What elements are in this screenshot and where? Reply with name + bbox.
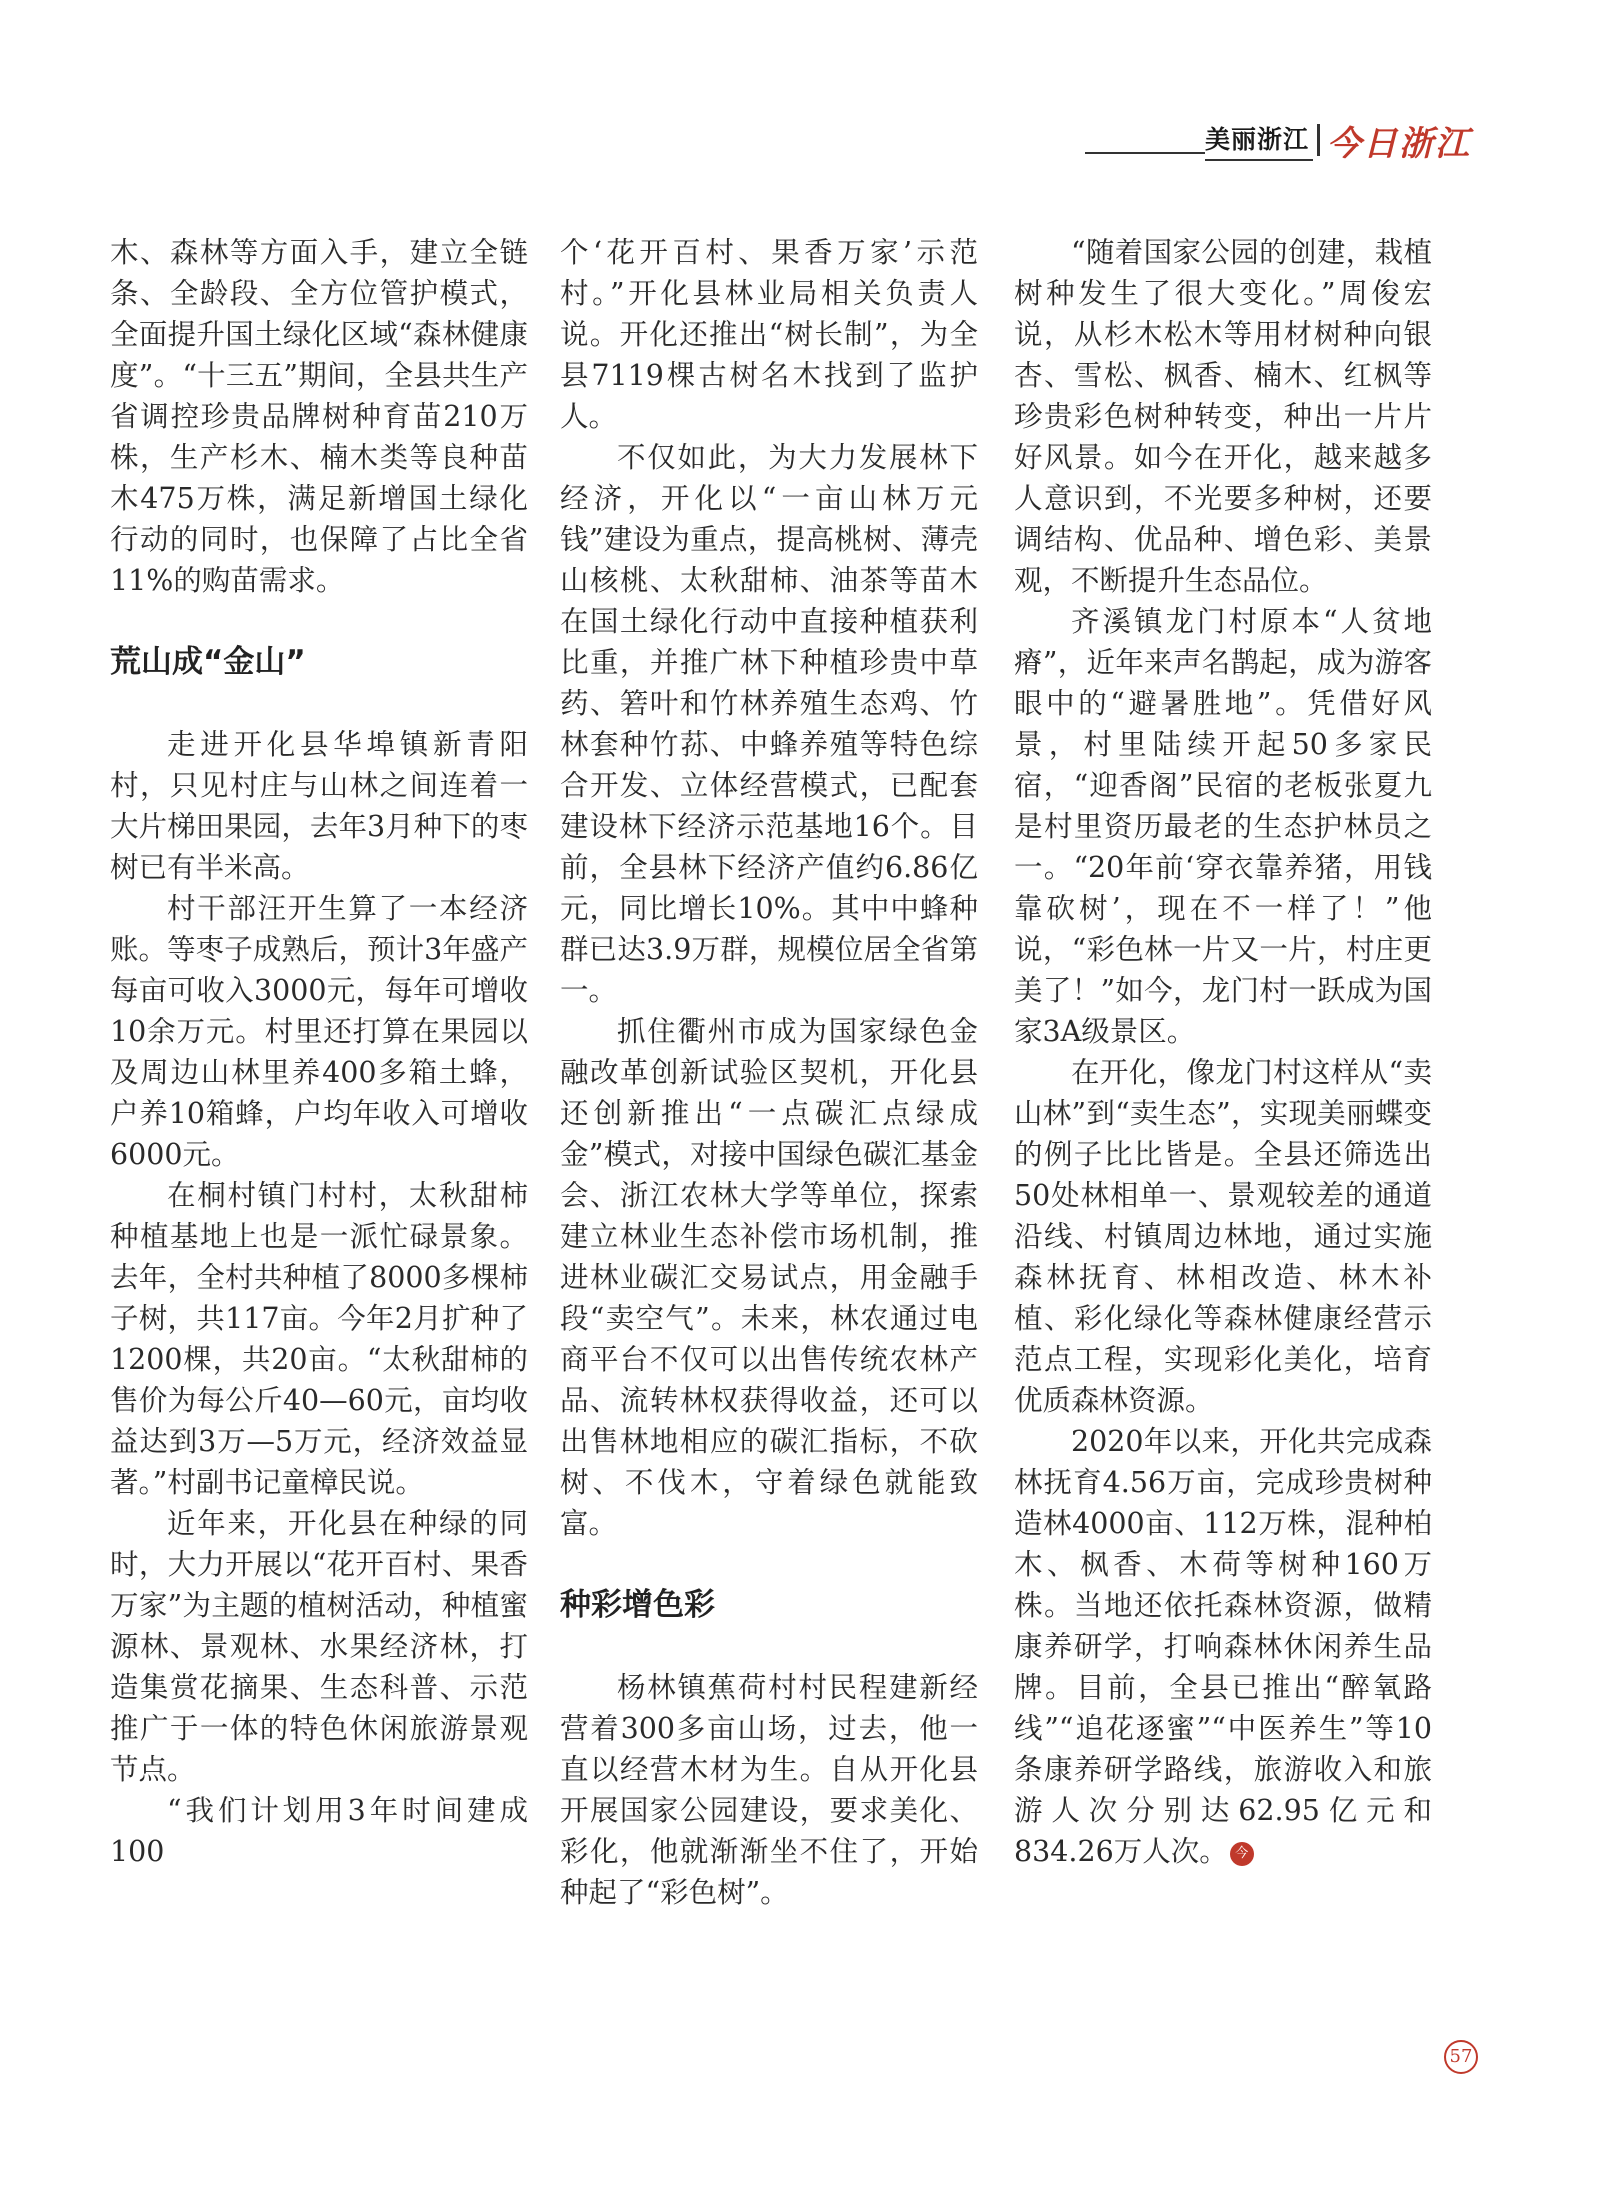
column-2 <box>560 232 978 1913</box>
paragraph <box>1014 1421 1432 1872</box>
paragraph: 齐溪镇龙门村原本“人贫地瘠”，近年来声名鹊起，成为游客眼中的“避暑胜地”。凭借好风景，村里陆续开起50多家民宿，“迎香阁”民宿的老板张夏九是村里资历最老的生态护林员之一。“20年前‘穿衣靠养猪，用钱靠砍树’，现在不一样了！”他说，“彩色林一片又一片，村庄更美了！”如今，龙门村一跃成为国家3A级景区。 <box>1014 605 1432 1048</box>
paragraph: 村干部汪开生算了一本经济账。等枣子成熟后，预计3年盛产每亩可收入3000元，每年可增收10余万元。村里还打算在果园以及周边山林里养400多箱土蜂，户养10箱蜂，户均年收入可增收6000元。 <box>110 892 528 1171</box>
paragraph: 杨林镇蕉荷村村民程建新经营着300多亩山场，过去，他一直以经营木材为生。自从开化县开展国家公园建设，要求美化、彩化，他就渐渐坐不住了，开始种起了“彩色树”。 <box>560 1671 978 1909</box>
paragraph: 不仅如此，为大力发展林下经济，开化以“一亩山林万元钱”建设为重点，提高桃树、薄壳山核桃、太秋甜柿、油茶等苗木在国土绿化行动中直接种植获利比重，并推广林下种植珍贵中草药、箬叶和竹林养殖生态鸡、竹林套种竹荪、中蜂养殖等特色综合开发、立体经营模式，已配套建设林下经济示范基地16个。目前，全县林下经济产值约6.86亿元，同比增长10%。其中中蜂种群已达3.9万群，规模位居全省第一。 <box>560 441 978 1007</box>
paragraph-text: 2020年以来，开化共完成森林抚育4.56万亩，完成珍贵树种造林4000亩、112万株，混种柏木、枫香、木荷等树种160万株。当地还依托森林资源，做精康养研学，打响森林休闲养生品牌。目前，全县已推出“醉氧路线”“追花逐蜜”“中医养生”等10条康养研学路线，旅游收入和旅游人次分别达62.95亿元和834.26万人次。 <box>1014 1425 1432 1868</box>
page-header <box>1085 120 1485 164</box>
header-divider <box>1317 124 1320 156</box>
header-rule <box>1085 152 1205 154</box>
paragraph: “随着国家公园的创建，栽植树种发生了很大变化。”周俊宏说，从杉木松木等用材树种向银杏、雪松、枫香、楠木、红枫等珍贵彩色树种转变，种出一片片好风景。如今在开化，越来越多人意识到，不光要多种树，还要调结构、优品种、增色彩、美景观，不断提升生态品位。 <box>1014 236 1432 597</box>
end-mark-icon: 今 <box>1230 1842 1254 1866</box>
section-heading: 荒山成“金山” <box>110 644 306 680</box>
paragraph: “我们计划用3年时间建成100 <box>110 1794 528 1868</box>
section-heading: 种彩增色彩 <box>560 1587 715 1623</box>
column-3 <box>1014 232 1432 1872</box>
paragraph: 在桐村镇门村村，太秋甜柿种植基地上也是一派忙碌景象。去年，全村共种植了8000多棵柿子树，共117亩。今年2月扩种了1200棵，共20亩。“太秋甜柿的售价为每公斤40—60元，亩均收益达到3万—5万元，经济效益显著。”村副书记童樟民说。 <box>110 1179 528 1499</box>
paragraph: 抓住衢州市成为国家绿色金融改革创新试验区契机，开化县还创新推出“一点碳汇点绿成金”模式，对接中国绿色碳汇基金会、浙江农林大学等单位，探索建立林业生态补偿市场机制，推进林业碳汇交易试点，用金融手段“卖空气”。未来，林农通过电商平台不仅可以出售传统农林产品、流转林权获得收益，还可以出售林地相应的碳汇指标，不砍树、不伐木，守着绿色就能致富。 <box>560 1015 978 1540</box>
paragraph: 近年来，开化县在种绿的同时，大力开展以“花开百村、果香万家”为主题的植树活动，种植蜜源林、景观林、水果经济林，打造集赏花摘果、生态科普、示范推广于一体的特色休闲旅游景观节点。 <box>110 1507 528 1786</box>
page-number: 57 <box>1444 2040 1478 2074</box>
magazine-logo: 今日浙江 <box>1327 124 1471 164</box>
section-title: 美丽浙江 <box>1205 120 1313 161</box>
paragraph: 木、森林等方面入手，建立全链条、全龄段、全方位管护模式，全面提升国土绿化区域“森林健康度”。“十三五”期间，全县共生产省调控珍贵品牌树种育苗210万株，生产杉木、楠木类等良种苗木475万株，满足新增国土绿化行动的同时，也保障了占比全省11%的购苗需求。 <box>110 236 528 597</box>
column-1 <box>110 232 528 1872</box>
paragraph: 在开化，像龙门村这样从“卖山林”到“卖生态”，实现美丽蝶变的例子比比皆是。全县还筛选出50处林相单一、景观较差的通道沿线、村镇周边林地，通过实施森林抚育、林相改造、林木补植、彩化绿化等森林健康经营示范点工程，实现彩化美化，培育优质森林资源。 <box>1014 1056 1432 1417</box>
paragraph: 走进开化县华埠镇新青阳村，只见村庄与山林之间连着一大片梯田果园，去年3月种下的枣树已有半米高。 <box>110 728 528 884</box>
paragraph: 个‘花开百村、果香万家’示范村。”开化县林业局相关负责人说。开化还推出“树长制”，为全县7119棵古树名木找到了监护人。 <box>560 236 978 433</box>
